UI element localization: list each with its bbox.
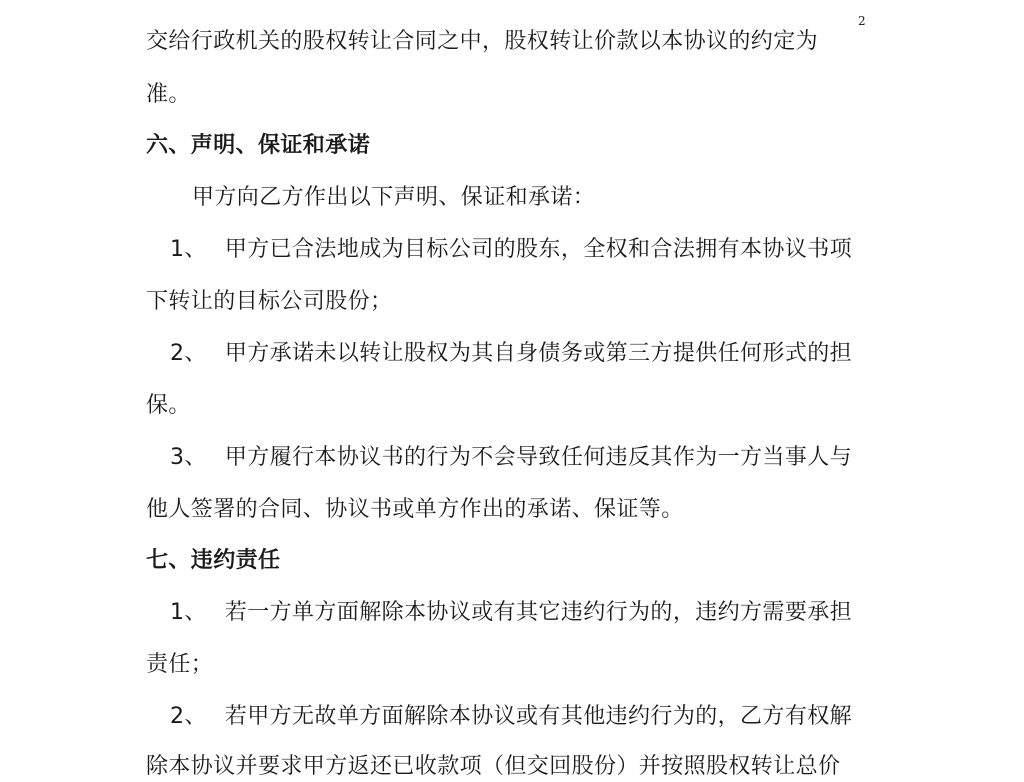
list-item-text: 甲方履行本协议书的行为不会导致任何违反其作为一方当事人与 (224, 445, 853, 470)
paragraph-line: 责任； (146, 652, 214, 677)
paragraph-line: 甲方向乙方作出以下声明、保证和承诺： (192, 185, 596, 210)
list-item-text: 甲方承诺未以转让股权为其自身债务或第三方提供任何形式的担 (224, 341, 853, 366)
list-item (170, 443, 852, 473)
list-item-number: 1、 (170, 237, 207, 262)
paragraph-line: 交给行政机关的股权转让合同之中，股权转让价款以本协议的约定为 (146, 29, 819, 54)
paragraph-line: 他人签署的合同、协议书或单方作出的承诺、保证等。 (146, 497, 684, 522)
list-item-text: 甲方已合法地成为目标公司的股东，全权和合法拥有本协议书项 (224, 237, 853, 262)
paragraph-line: 除本协议并要求甲方返还已收款项（但交回股份）并按照股权转让总价 (146, 754, 841, 779)
list-item-number: 1、 (170, 600, 207, 625)
paragraph-line: 下转让的目标公司股份； (146, 289, 393, 314)
list-item-number: 2、 (170, 704, 207, 729)
section-heading-six: 六、声明、保证和承诺 (146, 133, 371, 158)
list-item-number: 2、 (170, 341, 207, 366)
list-item (170, 702, 852, 732)
list-item-text: 若一方单方面解除本协议或有其它违约行为的，违约方需要承担 (224, 600, 853, 625)
list-item-number: 3、 (170, 445, 207, 470)
section-heading-seven: 七、违约责任 (146, 548, 281, 573)
page-number: 2 (858, 14, 866, 28)
paragraph-line: 准。 (146, 82, 191, 107)
paragraph-line: 保。 (146, 393, 191, 418)
list-item-text: 若甲方无故单方面解除本协议或有其他违约行为的，乙方有权解 (224, 704, 853, 729)
list-item (170, 339, 852, 369)
list-item (170, 235, 852, 265)
list-item (170, 598, 852, 628)
